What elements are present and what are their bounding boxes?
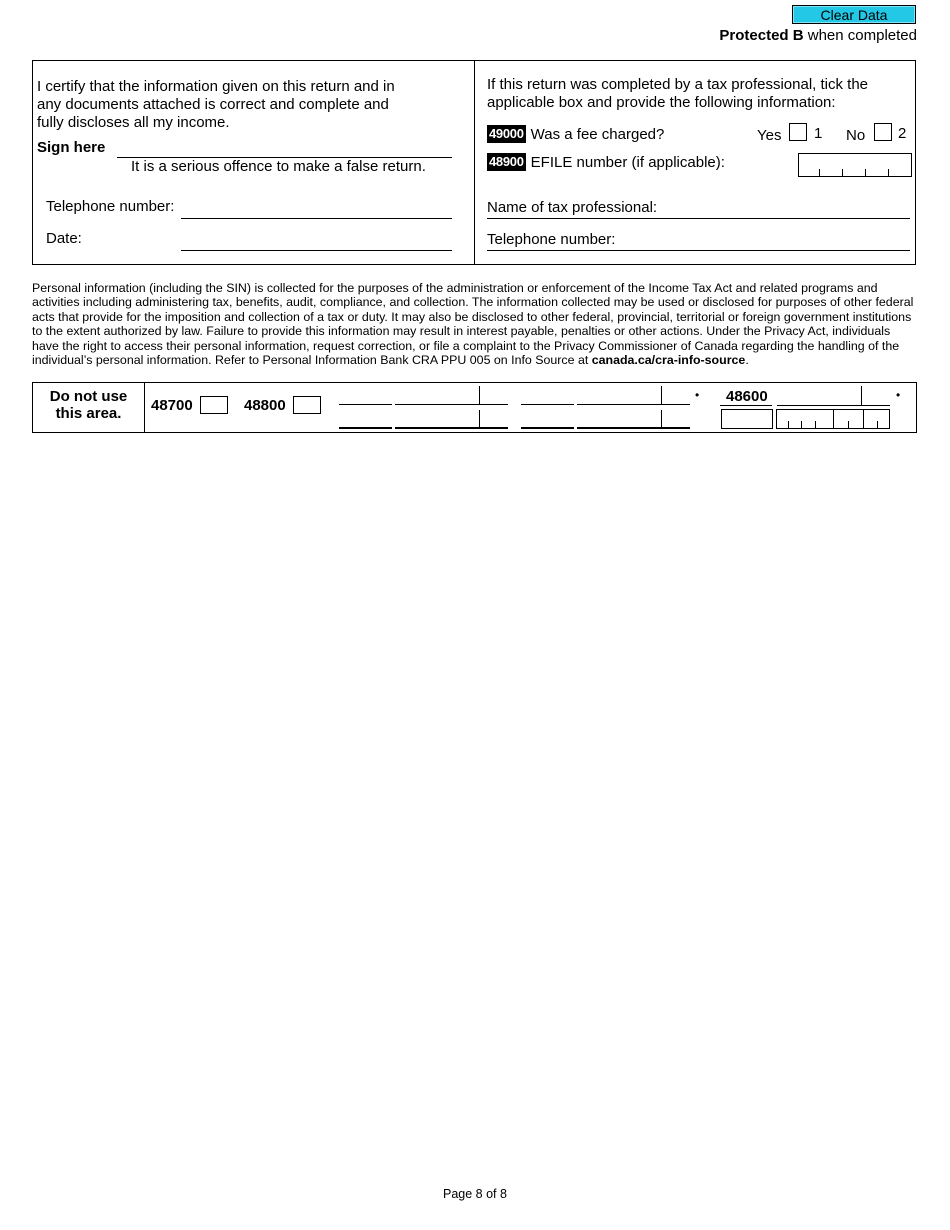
admin-tick xyxy=(479,386,480,404)
efile-row xyxy=(487,153,725,171)
box-48600-a xyxy=(721,409,773,429)
box-48700 xyxy=(200,396,228,414)
efile-tick xyxy=(865,169,866,177)
fee-no-checkbox[interactable] xyxy=(874,123,892,141)
code-48700: 48700 xyxy=(151,397,193,414)
box-tick xyxy=(801,421,802,429)
box-tick xyxy=(815,421,816,429)
date-label: Date: xyxy=(46,230,82,247)
admin-line xyxy=(577,427,690,429)
admin-line xyxy=(720,405,772,406)
tax-professional-telephone-field[interactable] xyxy=(487,250,910,251)
box-tick xyxy=(848,421,849,429)
date-field[interactable] xyxy=(181,250,452,251)
tax-professional-intro-line-1: If this return was completed by a tax professional, tick the xyxy=(487,76,869,93)
telephone-field[interactable] xyxy=(181,218,452,219)
certification-divider xyxy=(474,60,475,265)
box-tick xyxy=(863,410,864,429)
admin-tick xyxy=(661,410,662,428)
box-48800 xyxy=(293,396,321,414)
admin-tick xyxy=(479,410,480,428)
admin-line xyxy=(395,427,508,429)
sign-here-label: Sign here xyxy=(37,139,106,156)
admin-line xyxy=(395,404,508,405)
code-48600: 48600 xyxy=(726,388,768,405)
code-48800: 48800 xyxy=(244,397,286,414)
tax-professional-telephone-label: Telephone number: xyxy=(487,231,616,248)
certification-line-1: I certify that the information given on this return and in xyxy=(37,78,395,95)
bullet-2: • xyxy=(896,388,901,402)
yes-value: 1 xyxy=(814,125,823,142)
certification-statement xyxy=(37,78,395,132)
box-tick xyxy=(877,421,878,429)
privacy-end: . xyxy=(745,353,749,368)
bullet-1: • xyxy=(695,388,700,402)
admin-line xyxy=(521,427,574,429)
tax-professional-name-field[interactable] xyxy=(487,218,910,219)
fee-code: 49000 xyxy=(489,126,524,141)
protected-b-suffix: when completed xyxy=(803,27,917,44)
yes-label: Yes xyxy=(757,127,782,144)
efile-tick xyxy=(888,169,889,177)
box-48600-b xyxy=(776,409,890,429)
efile-label: EFILE number (if applicable): xyxy=(530,153,725,171)
fee-row xyxy=(487,125,664,143)
no-label: No xyxy=(846,127,866,144)
do-not-use-line-1: Do not use xyxy=(49,388,128,405)
admin-line xyxy=(521,404,574,405)
efile-tick xyxy=(819,169,820,177)
admin-line xyxy=(339,427,392,429)
protected-b-notice xyxy=(719,27,917,44)
admin-line xyxy=(339,404,392,405)
do-not-use-label xyxy=(33,388,144,422)
clear-data-button[interactable]: Clear Data xyxy=(792,5,916,24)
fee-yes-checkbox[interactable] xyxy=(789,123,807,141)
telephone-label: Telephone number: xyxy=(46,198,175,215)
do-not-use-line-2: this area. xyxy=(55,405,122,422)
admin-tick xyxy=(861,386,862,405)
fee-question: Was a fee charged? xyxy=(530,125,665,143)
box-tick xyxy=(833,410,834,429)
efile-code: 48900 xyxy=(489,154,524,169)
no-value: 2 xyxy=(898,125,907,142)
privacy-notice xyxy=(32,281,918,367)
info-source-link[interactable]: canada.ca/cra-info-source xyxy=(591,353,746,368)
certification-line-2: any documents attached is correct and complete and xyxy=(37,96,389,113)
offence-note: It is a serious offence to make a false return. xyxy=(131,158,426,175)
efile-number-field[interactable] xyxy=(798,153,912,177)
do-not-use-divider xyxy=(144,382,145,433)
tax-professional-intro xyxy=(487,76,868,112)
tax-professional-intro-line-2: applicable box and provide the following information: xyxy=(487,94,836,111)
protected-b-label: Protected B xyxy=(719,27,804,44)
efile-tick xyxy=(842,169,843,177)
box-tick xyxy=(788,421,789,429)
privacy-text: Personal information (including the SIN) is collected for the purposes of the administration or enforcement of the Income Tax Act and related programs and activities including administering tax, benefits, audit, compliance, and collection. The information collected may be used or disclosed for purposes of other federal acts that provide for the imposition and collection of a tax or duty. It may also be disclosed to other federal, provincial, territorial or foreign government institutions to the extent authorized by law. Failure to provide this information may result in interest payable, penalties or other actions. Under the Privacy Act, individuals have the right to access their personal information, request correction, or file a complaint to the Privacy Commissioner of Canada regarding the handling of the individual’s personal information. Refer to Personal Information Bank CRA PPU 005 on Info Source at xyxy=(32,281,914,368)
certification-line-3: fully discloses all my income. xyxy=(37,114,230,131)
admin-tick xyxy=(661,386,662,404)
page-number: Page 8 of 8 xyxy=(443,1187,507,1201)
admin-line xyxy=(777,405,890,406)
tax-professional-name-label: Name of tax professional: xyxy=(487,199,658,216)
admin-line xyxy=(577,404,690,405)
